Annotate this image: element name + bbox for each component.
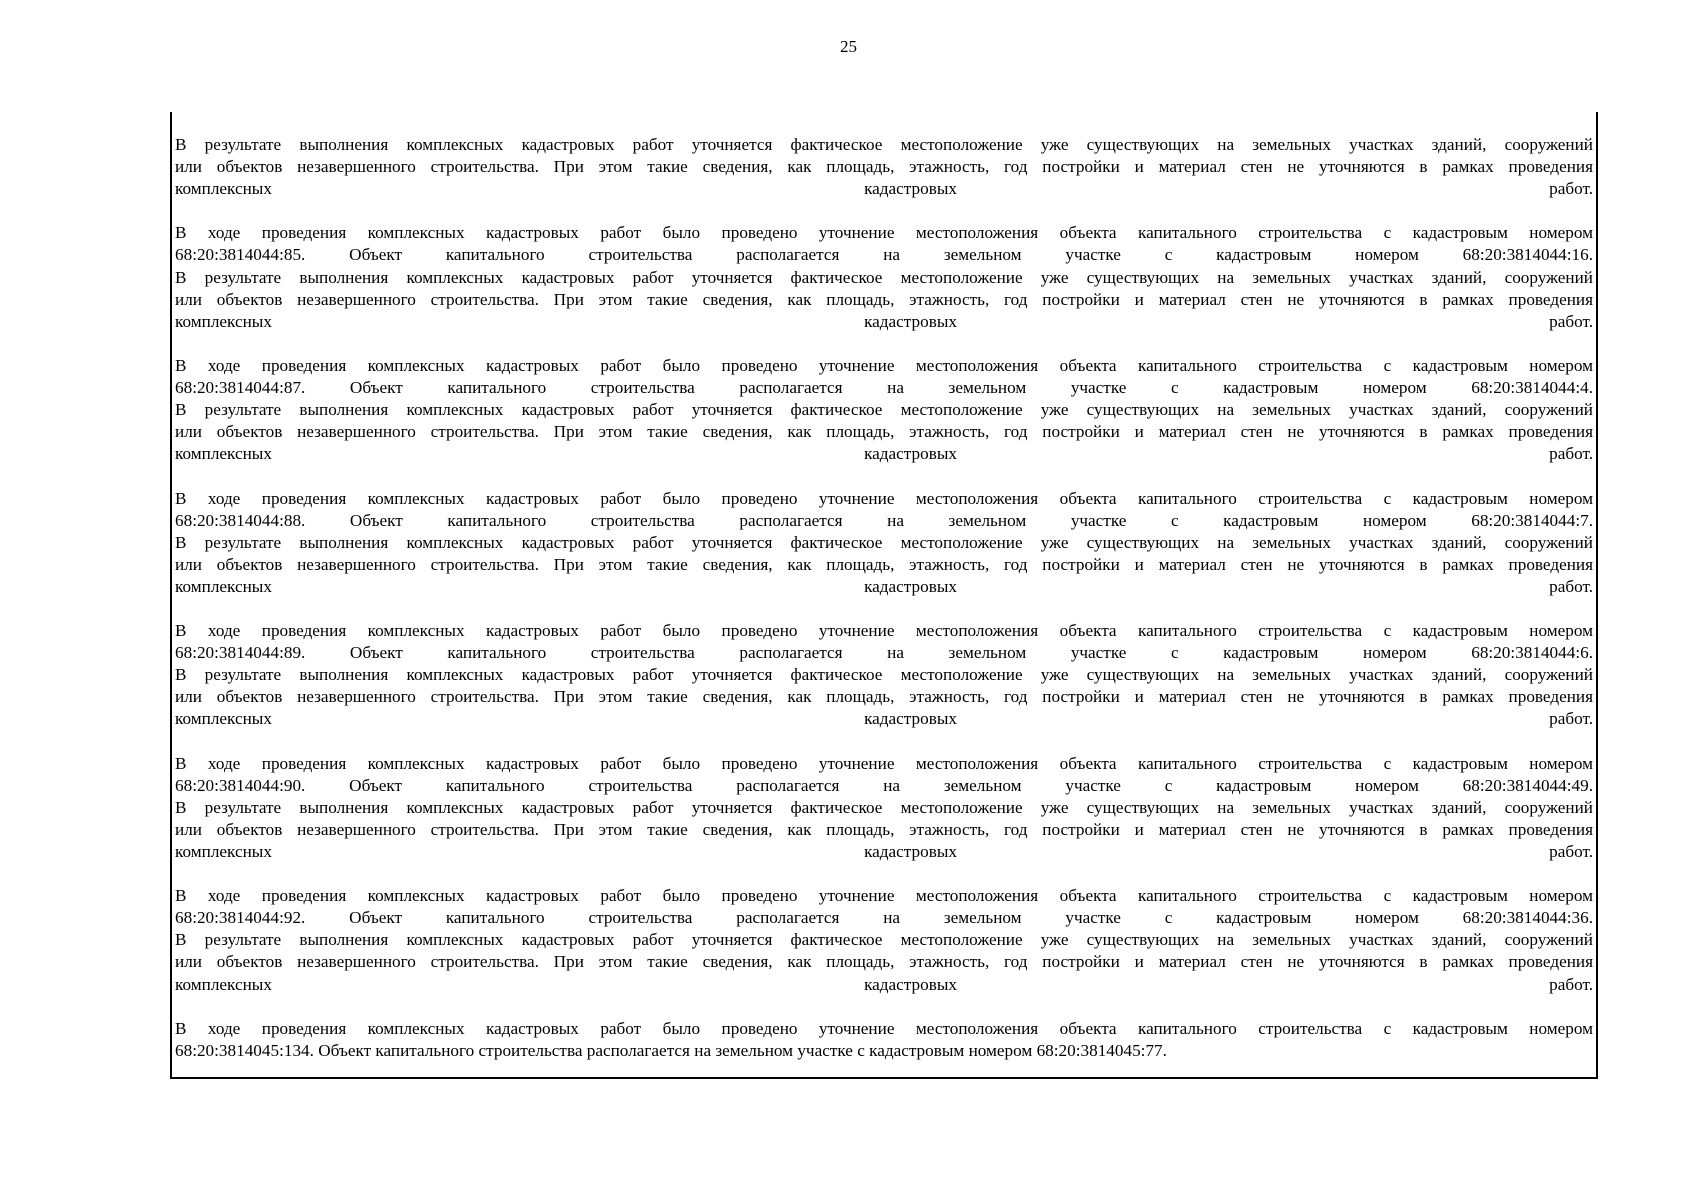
text-line: или объектов незавершенного строительства. При этом такие сведения, как площадь, этажность, год постройки и материал стен не уточняются в рамках проведения <box>175 554 1593 574</box>
text-line: комплексных кадастровых работ. <box>175 179 1593 199</box>
text-line: 68:20:3814044:88. Объект капитального строительства располагается на земельном участке с кадастровым номером 68:20:3814044:7. <box>175 510 1593 530</box>
table-cell-frame <box>170 112 1598 1079</box>
text-line: 68:20:3814044:92. Объект капитального строительства располагается на земельном участке с кадастровым номером 68:20:3814044:36. <box>175 908 1593 928</box>
paragraph <box>175 1018 1593 1062</box>
text-line: 68:20:3814044:85. Объект капитального строительства располагается на земельном участке с кадастровым номером 68:20:3814044:16. <box>175 245 1593 265</box>
document-body <box>175 134 1593 1084</box>
text-line: или объектов незавершенного строительства. При этом такие сведения, как площадь, этажность, год постройки и материал стен не уточняются в рамках проведения <box>175 819 1593 839</box>
text-line: В результате выполнения комплексных кадастровых работ уточняется фактическое местоположение уже существующих на земельных участках зданий, сооружений <box>175 267 1593 287</box>
text-line: В результате выполнения комплексных кадастровых работ уточняется фактическое местоположение уже существующих на земельных участках зданий, сооружений <box>175 135 1593 154</box>
text-line: В результате выполнения комплексных кадастровых работ уточняется фактическое местоположение уже существующих на земельных участках зданий, сооружений <box>175 797 1593 817</box>
text-line: комплексных кадастровых работ. <box>175 974 1593 994</box>
page-number: 25 <box>840 37 857 56</box>
text-line: комплексных кадастровых работ. <box>175 842 1593 861</box>
paragraph <box>175 134 1593 200</box>
text-line: или объектов незавершенного строительства. При этом такие сведения, как площадь, этажность, год постройки и материал стен не уточняются в рамках проведения <box>175 289 1593 309</box>
text-line: В результате выполнения комплексных кадастровых работ уточняется фактическое местоположение уже существующих на земельных участках зданий, сооружений <box>175 532 1593 552</box>
text-line: 68:20:3814045:134. Объект капитального строительства располагается на земельном участке с кадастровым номером 68:20:3814045:77. <box>175 1040 1167 1060</box>
text-line: В ходе проведения комплексных кадастровых работ было проведено уточнение местоположения объекта капитального строительства с кадастровым номером <box>175 621 1593 641</box>
paragraph <box>175 753 1593 863</box>
text-line: В ходе проведения комплексных кадастровых работ было проведено уточнение местоположения объекта капитального строительства с кадастровым номером <box>175 488 1593 508</box>
text-line: комплексных кадастровых работ. <box>175 576 1593 596</box>
paragraph <box>175 885 1593 995</box>
text-line: В ходе проведения комплексных кадастровых работ было проведено уточнение местоположения объекта капитального строительства с кадастровым номером <box>175 1018 1593 1038</box>
text-line: В результате выполнения комплексных кадастровых работ уточняется фактическое местоположение уже существующих на земельных участках зданий, сооружений <box>175 665 1593 685</box>
text-line: В ходе проведения комплексных кадастровых работ было проведено уточнение местоположения объекта капитального строительства с кадастровым номером <box>175 223 1593 243</box>
text-line: 68:20:3814044:87. Объект капитального строительства располагается на земельном участке с кадастровым номером 68:20:3814044:4. <box>175 378 1593 398</box>
text-line: комплексных кадастровых работ. <box>175 444 1593 464</box>
text-line: или объектов незавершенного строительства. При этом такие сведения, как площадь, этажность, год постройки и материал стен не уточняются в рамках проведения <box>175 687 1593 707</box>
text-line: или объектов незавершенного строительства. При этом такие сведения, как площадь, этажность, год постройки и материал стен не уточняются в рамках проведения <box>175 952 1593 972</box>
text-line: 68:20:3814044:90. Объект капитального строительства располагается на земельном участке с кадастровым номером 68:20:3814044:49. <box>175 775 1593 795</box>
paragraph <box>175 222 1593 332</box>
text-line: комплексных кадастровых работ. <box>175 311 1593 331</box>
text-line: или объектов незавершенного строительства. При этом такие сведения, как площадь, этажность, год постройки и материал стен не уточняются в рамках проведения <box>175 422 1593 442</box>
text-line: В результате выполнения комплексных кадастровых работ уточняется фактическое местоположение уже существующих на земельных участках зданий, сооружений <box>175 400 1593 420</box>
text-line: или объектов незавершенного строительства. При этом такие сведения, как площадь, этажность, год постройки и материал стен не уточняются в рамках проведения <box>175 157 1593 177</box>
text-line: 68:20:3814044:89. Объект капитального строительства располагается на земельном участке с кадастровым номером 68:20:3814044:6. <box>175 643 1593 663</box>
text-line: В ходе проведения комплексных кадастровых работ было проведено уточнение местоположения объекта капитального строительства с кадастровым номером <box>175 886 1593 906</box>
text-line: В результате выполнения комплексных кадастровых работ уточняется фактическое местоположение уже существующих на земельных участках зданий, сооружений <box>175 930 1593 950</box>
paragraph <box>175 355 1593 465</box>
text-line: комплексных кадастровых работ. <box>175 709 1593 729</box>
paragraph <box>175 620 1593 730</box>
text-line: В ходе проведения комплексных кадастровых работ было проведено уточнение местоположения объекта капитального строительства с кадастровым номером <box>175 355 1593 375</box>
paragraph <box>175 488 1593 598</box>
text-line: В ходе проведения комплексных кадастровых работ было проведено уточнение местоположения объекта капитального строительства с кадастровым номером <box>175 753 1593 773</box>
